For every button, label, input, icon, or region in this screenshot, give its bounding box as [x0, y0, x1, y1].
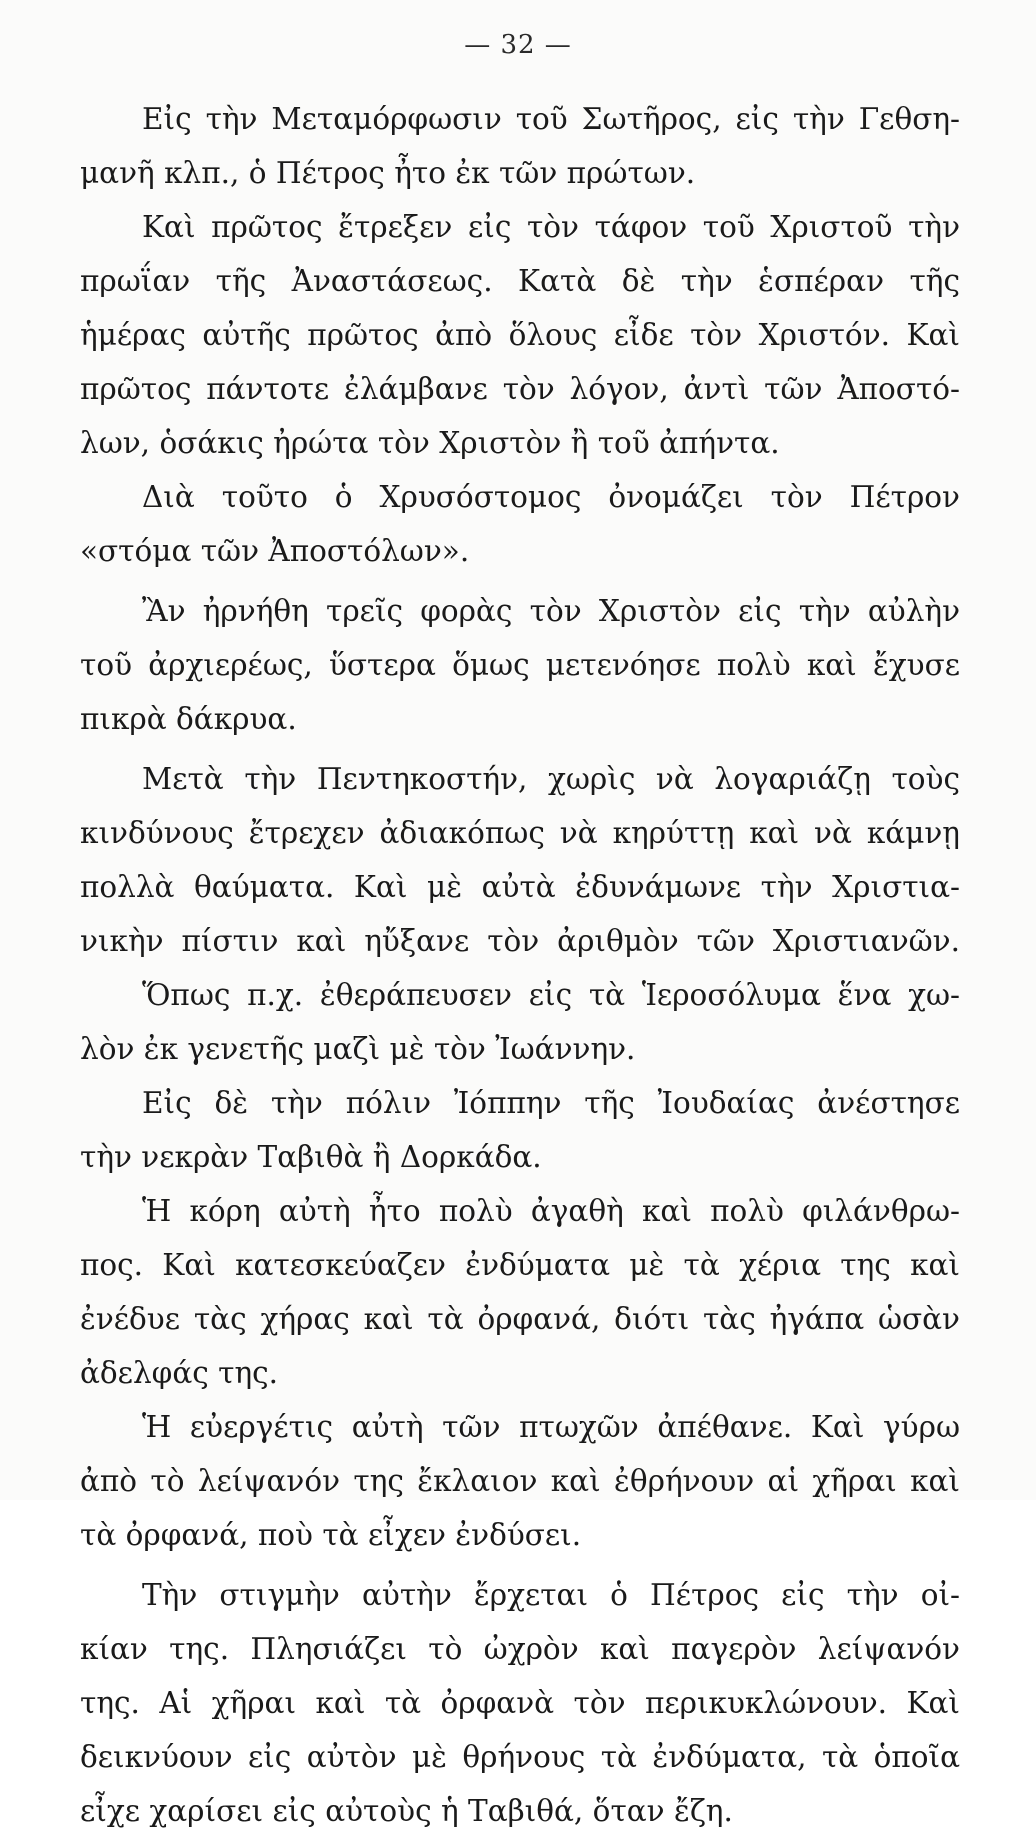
text-line: πρωΐαν τῆς Ἀναστάσεως. Κατὰ δὲ τὴν ἑσπέραν τῆς [80, 264, 960, 298]
text-line: Εἰς δὲ τὴν πόλιν Ἰόππην τῆς Ἰουδαίας ἀνέστησε [142, 1086, 960, 1120]
text-line: τοῦ ἀρχιερέως, ὕστερα ὅμως μετενόησε πολὺ καὶ ἔχυσε [80, 648, 960, 682]
text-line: κινδύνους ἔτρεχεν ἀδιακόπως νὰ κηρύττῃ καὶ νὰ κάμνῃ [80, 816, 960, 850]
text-line: τὴν νεκρὰν Ταβιθὰ ἢ Δορκάδα. [80, 1140, 542, 1174]
text-line: Καὶ πρῶτος ἔτρεξεν εἰς τὸν τάφον τοῦ Χριστοῦ τὴν [142, 210, 960, 244]
text-line: Εἰς τὴν Μεταμόρφωσιν τοῦ Σωτῆρος, εἰς τὴν Γεθση- [142, 102, 960, 136]
text-line: πος. Καὶ κατεσκεύαζεν ἐνδύματα μὲ τὰ χέρια της καὶ [80, 1248, 960, 1282]
text-line: πολλὰ θαύματα. Καὶ μὲ αὐτὰ ἐδυνάμωνε τὴν Χριστια- [80, 870, 960, 904]
text-line: ἐνέδυε τὰς χήρας καὶ τὰ ὀρφανά, διότι τὰς ἠγάπα ὡσὰν [80, 1302, 960, 1336]
text-line: νικὴν πίστιν καὶ ηὔξανε τὸν ἀριθμὸν τῶν Χριστιανῶν. [80, 924, 960, 958]
text-line: δεικνύουν εἰς αὐτὸν μὲ θρήνους τὰ ἐνδύματα, τὰ ὁποῖα [80, 1740, 960, 1774]
text-line: Τὴν στιγμὴν αὐτὴν ἔρχεται ὁ Πέτρος εἰς τὴν οἰ- [142, 1578, 960, 1612]
text-line: πρῶτος πάντοτε ἐλάμβανε τὸν λόγον, ἀντὶ τῶν Ἀποστό- [80, 372, 960, 406]
page-number: — 32 — [464, 30, 572, 60]
text-line: κίαν της. Πλησιάζει τὸ ὠχρὸν καὶ παγερὸν λείψανόν [80, 1632, 960, 1666]
text-line: λων, ὁσάκις ἠρώτα τὸν Χριστὸν ἢ τοῦ ἀπήντα. [80, 426, 780, 460]
body-text [80, 92, 960, 1838]
text-line: Ἡ εὐεργέτις αὐτὴ τῶν πτωχῶν ἀπέθανε. Καὶ γύρω [142, 1410, 960, 1444]
text-line: Ἡ κόρη αὐτὴ ἦτο πολὺ ἀγαθὴ καὶ πολὺ φιλάνθρω- [142, 1194, 960, 1228]
text-line: λὸν ἐκ γενετῆς μαζὶ μὲ τὸν Ἰωάννην. [80, 1032, 636, 1066]
text-line: της. Αἱ χῆραι καὶ τὰ ὀρφανὰ τὸν περικυκλώνουν. Καὶ [80, 1686, 960, 1720]
text-line: ἀδελφάς της. [80, 1356, 279, 1390]
text-line: Μετὰ τὴν Πεντηκοστήν, χωρὶς νὰ λογαριάζῃ τοὺς [142, 762, 960, 796]
text-line: ἀπὸ τὸ λείψανόν της ἔκλαιον καὶ ἐθρήνουν αἱ χῆραι καὶ [80, 1464, 960, 1498]
text-line: τὰ ὀρφανά, ποὺ τὰ εἶχεν ἐνδύσει. [80, 1518, 582, 1552]
text-line: ἡμέρας αὐτῆς πρῶτος ἀπὸ ὅλους εἶδε τὸν Χριστόν. Καὶ [80, 318, 960, 352]
text-line: εἶχε χαρίσει εἰς αὐτοὺς ἡ Ταβιθά, ὅταν ἔζη. [80, 1794, 733, 1828]
text-line: «στόμα τῶν Ἀποστόλων». [80, 534, 470, 568]
text-line: μανῆ κλπ., ὁ Πέτρος ἦτο ἐκ τῶν πρώτων. [80, 156, 696, 190]
text-line: Ὅπως π.χ. ἐθεράπευσεν εἰς τὰ Ἱεροσόλυμα ἕνα χω- [142, 978, 960, 1012]
text-line: Διὰ τοῦτο ὁ Χρυσόστομος ὀνομάζει τὸν Πέτρον [142, 480, 960, 514]
text-line: Ἂν ἠρνήθη τρεῖς φορὰς τὸν Χριστὸν εἰς τὴν αὐλὴν [142, 594, 960, 628]
text-line: πικρὰ δάκρυα. [80, 702, 297, 736]
